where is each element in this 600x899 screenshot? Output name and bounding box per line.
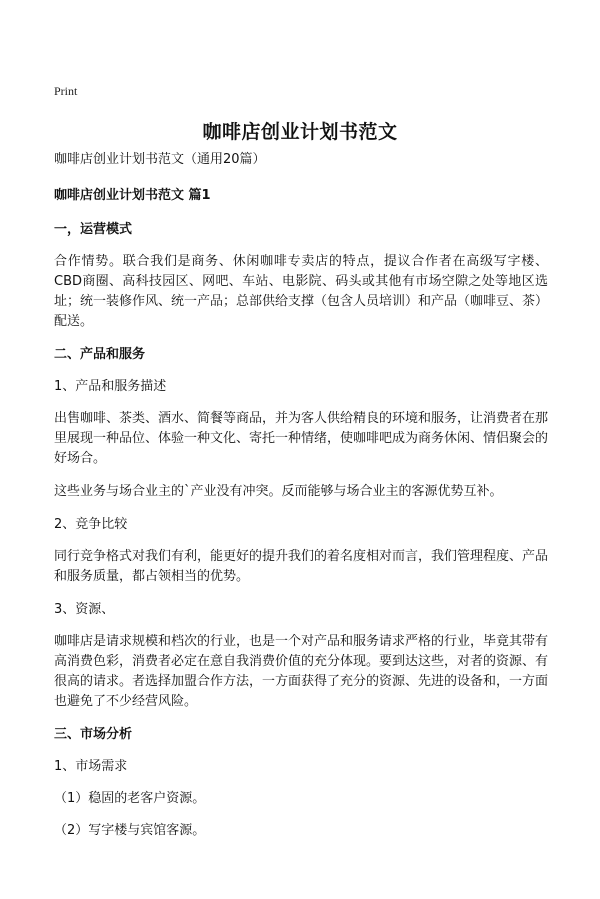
document-subtitle: 咖啡店创业计划书范文（通用20篇） bbox=[54, 152, 266, 167]
article-heading: 咖啡店创业计划书范文 篇1 bbox=[54, 188, 211, 203]
print-label: Print bbox=[54, 84, 78, 98]
subheading-competition: 2、竞争比较 bbox=[54, 517, 128, 532]
list-item-office-hotel: （2）写字楼与宾馆客源。 bbox=[54, 823, 206, 838]
paragraph-product-description: 出售咖啡、茶类、酒水、简餐等商品，并为客人供给精良的环境和服务，让消费者在那里展现一种品位、体验一种文化、寄托一种情绪，使咖啡吧成为商务休闲、情侣聚会的好场合。 bbox=[54, 411, 549, 466]
document-title: 咖啡店创业计划书范文 bbox=[202, 121, 398, 143]
paragraph-operation: 合作情势。联合我们是商务、休闲咖啡专卖店的特点，提议合作者在高级写字楼、CBD商圈、高科技园区、网吧、车站、电影院、码头或其他有市场空隙之处等地区选址；统一装修作风、统一产品；总部供给支撑（包含人员培训）和产品（咖啡豆、茶）配送。 bbox=[54, 254, 549, 329]
subheading-product-description: 1、产品和服务描述 bbox=[54, 379, 167, 394]
document-body bbox=[54, 150, 548, 853]
section-heading-operation: 一，运营模式 bbox=[54, 222, 133, 237]
paragraph-competition: 同行竞争格式对我们有利，能更好的提升我们的着名度相对而言，我们管理程度、产品和服务质量，都占领相当的优势。 bbox=[54, 549, 549, 584]
subheading-resources: 3、资源、 bbox=[54, 602, 115, 617]
list-item-old-customers: （1）稳固的老客户资源。 bbox=[54, 791, 206, 806]
section-heading-market: 三、市场分析 bbox=[54, 727, 133, 742]
paragraph-resources: 咖啡店是请求规模和档次的行业，也是一个对产品和服务请求严格的行业，毕竟其带有高消费色彩，消费者必定在意自我消费价值的充分体现。要到达这些，对者的资源、有很高的请求。者选择加盟合作方法，一方面获得了充分的资源、先进的设备和，一方面也避免了不少经营风险。 bbox=[54, 634, 549, 709]
section-heading-products: 二、产品和服务 bbox=[54, 347, 146, 362]
subheading-market-demand: 1、市场需求 bbox=[54, 759, 128, 774]
paragraph-business-complement: 这些业务与场合业主的`产业没有冲突。反而能够与场合业主的客源优势互补。 bbox=[54, 484, 503, 499]
